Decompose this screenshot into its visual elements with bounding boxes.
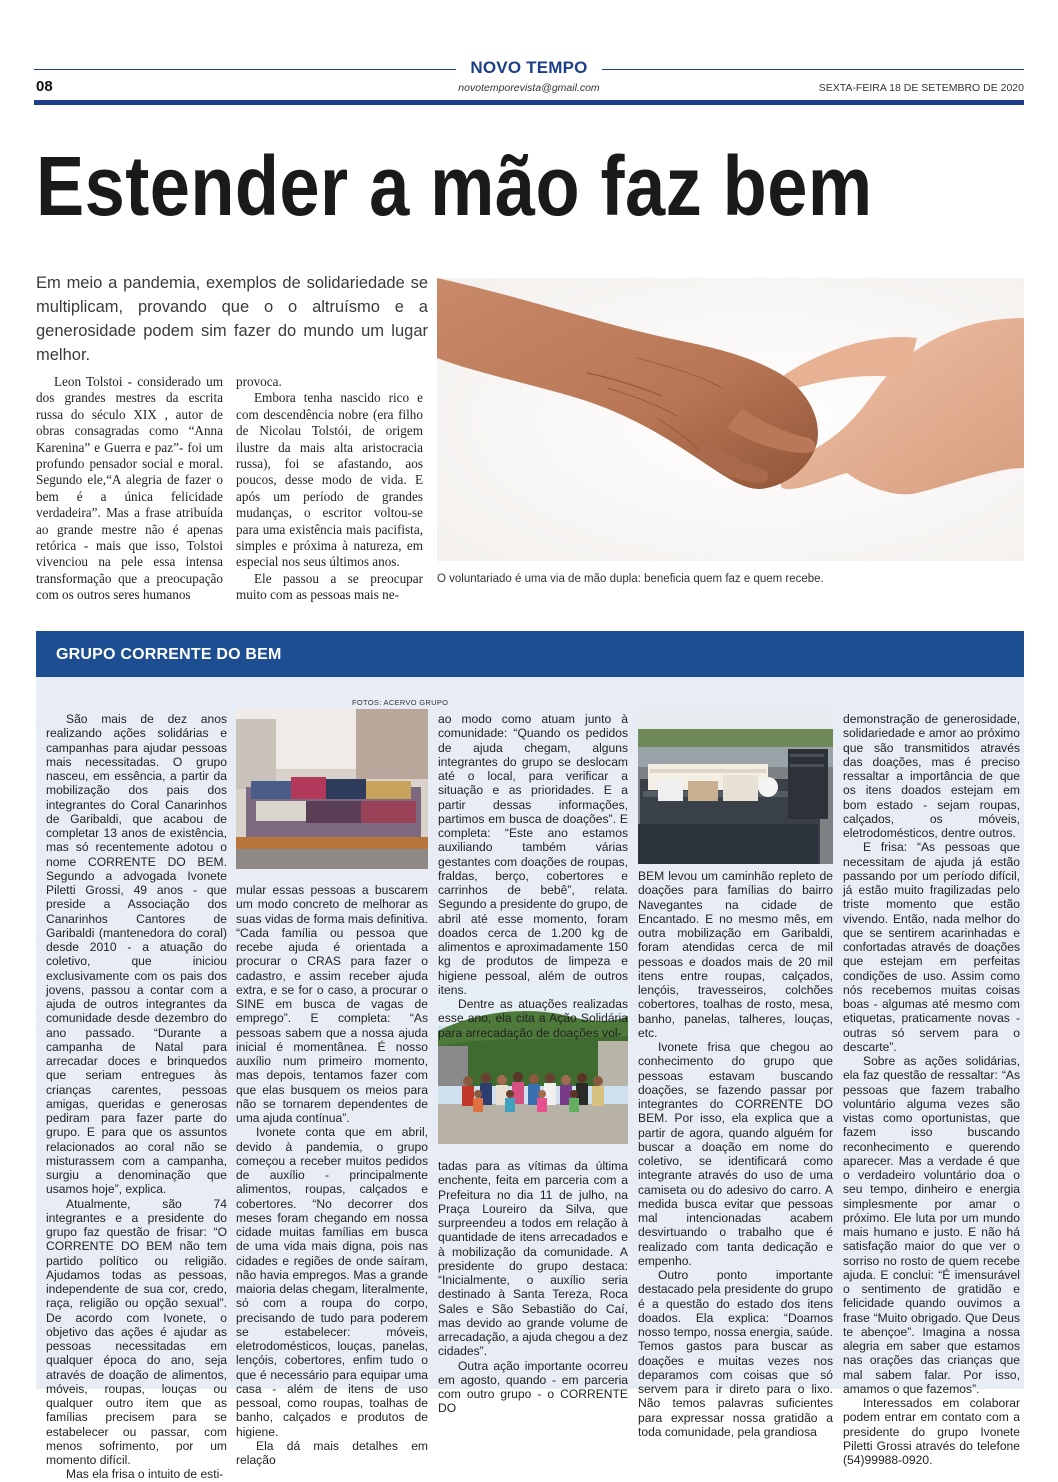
section-paragraph: Outra ação importante ocorreu em agosto, quando - em parceria com outro grupo - o CORRENTE DO xyxy=(438,1358,628,1416)
section-paragraph: Atualmente, são 74 integrantes e a presidente do grupo faz questão de frisar: “O CORRENTE DO BEM não tem partido político ou religião. Ajudamos todas as pessoas, independente de sua cor, credo, raça, religião ou opção sexual”. De acordo com Ivonete, o objetivo das ações é ajudar as pessoas necessitadas em qualquer época do ano, seja através de doação de alimentos, móveis, roupas, louças ou qualquer outro item que as famílias precisem para se estabelecer ou passar, com menos sofrimento, por um momento difícil. xyxy=(46,1196,227,1467)
section-paragraph: E frisa: “As pessoas que necessitam de ajuda já estão passando por um período difícil, já estão muito fragilizadas pelo triste momento que estão vivendo. Então, nada melhor do que se sentirem acarinhadas e confortadas através de doações que estejam em perfeitas condições de uso. Assim como nós recebemos muitas coisas boas - algumas até mesmo com etiquetas, praticamente novas - outras só servem para o descarte”. xyxy=(843,840,1020,1054)
section-paragraph: mular essas pessoas a buscarem um modo concreto de melhorar as suas vidas de forma mais definitiva. “Cada família ou pessoa que recebe ajuda é orientada a procurar o CRAS para fazer o cadastro, e assim receber ajuda extra, e se for o caso, a procurar o SINE em busca de vagas de emprego”. E completa: “As pessoas sabem que a nossa ajuda inicial é momentânea. É nosso auxílio num primeiro momento, mas depois, tentamos fazer com que elas busquem os meios para não se tornarem dependentes de uma ajuda contínua”. xyxy=(236,883,428,1125)
intro-paragraph: Ele passou a se preocupar muito com as pessoas mais ne- xyxy=(236,570,423,603)
section-column-2 xyxy=(236,883,428,1467)
section-column-5 xyxy=(843,712,1020,1467)
header-bar xyxy=(34,100,1024,105)
intro-paragraph: Embora tenha nascido rico e com descendência nobre (era filho de Nicolau Tolstói, de origem ilustre da mais alta aristocracia russa), foi se afastando, aos poucos, desse modo de vida. E após um período de grandes mudanças, o escritor voltou-se para uma existência mais pacifista, simples e próxima à natureza, em especial nos seus últimos anos. xyxy=(236,390,423,570)
section-paragraph: Ivonete frisa que chegou ao conhecimento do grupo que pessoas estavam buscando doações, se fazendo passar por integrantes do CORRENTE DO BEM. Por isso, ela explica que a partir de agora, quando alguém for buscar a doação em nome do coletivo, se identificará como integrante através do uso de uma camiseta ou do adesivo do carro. A medida busca evitar que pessoas mal intencionadas acabem desvirtuando o trabalho que é realizado com tanta dedicação e empenho. xyxy=(638,1040,833,1268)
issue-date: SEXTA-FEIRA 18 DE SETEMBRO DE 2020 xyxy=(818,82,1024,94)
section-paragraph: Ela dá mais detalhes em relação xyxy=(236,1438,428,1467)
section-paragraph: demonstração de generosidade, solidariedade e amor ao próximo que são transmitidos através das doações, mas é preciso ressaltar a importância de que os itens doados estejam em bom estado - sejam roupas, calçados, os móveis, eletrodomésticos, dentre outros. xyxy=(843,712,1020,840)
intro-column-1 xyxy=(36,374,223,604)
section-column-4 xyxy=(638,869,833,1439)
section-paragraph: Sobre as ações solidárias, ela faz questão de ressaltar: “As pessoas que fazem trabalho voluntário alguma vezes são vistas como oportunistas, que fazem isso buscando reconhecimento e querendo aparecer. Mas a verdade é que o verdadeiro voluntário doa o seu tempo, dinheiro e energia simplesmente por amar o próximo. Ele luta por um mundo mais humano e justo. E não há satisfação maior do que ver o sorriso no rosto de quem recebe ajuda. E conclui: “É imensurável o sentimento de gratidão e felicidade quando ouvimos a frase “Muito obrigado. Que Deus te abençoe”. Imagina a nossa alegria em saber que estamos nas orações das crianças que mal sabem falar. Por isso, amamos o que fazemos”. xyxy=(843,1054,1020,1396)
hands-photo xyxy=(437,278,1024,561)
section-paragraph: Interessados em colaborar podem entrar em contato com a presidente do grupo Ivonete Piletti Grossi através do telefone (54)99988-0920. xyxy=(843,1396,1020,1467)
photo-credit: FOTOS: ACERVO GRUPO xyxy=(352,698,449,707)
section-paragraph: Dentre as atuações realizadas esse ano, ela cita a Ação Solidária para arrecadação de doações vol- xyxy=(438,997,628,1040)
section-paragraph: Outro ponto importante destacado pela presidente do grupo é a questão do estado dos itens doados. Ela explica: “Doamos nosso tempo, nossa energia, saúde. Temos gastos para buscar as doações e muitas vezes nos deparamos com coisas que só servem para ir direto para o lixo. Não temos palavras suficientes para expressar nossa gratidão a toda comunidade, pela grandiosa xyxy=(638,1268,833,1439)
donated-clothes-photo xyxy=(236,709,428,869)
section-column-3-bottom xyxy=(438,1159,628,1416)
section-paragraph: Mas ela frisa o intuito de esti- xyxy=(66,1467,224,1482)
intro-column-2 xyxy=(236,374,423,604)
intro-paragraph: provoca. xyxy=(236,374,282,389)
masthead-brand: NOVO TEMPO xyxy=(0,58,1058,78)
masthead-email[interactable]: novotemporevista@gmail.com xyxy=(458,82,600,94)
article-headline: Estender a mão faz bem xyxy=(36,139,873,233)
section-paragraph: ao modo como atuam junto à comunidade: “Quando os pedidos de ajuda chegam, alguns integrantes do grupo se deslocam até o local, para verificar a situação e as prioridades. E a partir dessas informações, partimos em busca de doações”. E completa: “Este ano estamos auxiliando também várias gestantes com doações de roupas, fraldas, berço, cobertores e carrinhos de bebê”, relata. Segundo a presidente do grupo, de abril até esse momento, foram doados cerca de 1.200 kg de alimentos e aproximadamente 150 kg de produtos de limpeza e higiene pessoal, além de outros itens. xyxy=(438,712,628,997)
article-lead: Em meio a pandemia, exemplos de solidariedade se multiplicam, provando que o o altruísmo e a generosidade podem sim fazer do mundo um lugar melhor. xyxy=(36,274,428,364)
donations-truck-photo xyxy=(638,709,833,864)
section-paragraph: BEM levou um caminhão repleto de doações para famílias do bairro Navegantes na cidade de Encantado. E no mesmo mês, em outra mobilização em Garibaldi, foram atendidas cerca de mil pessoas e doados mais de 20 mil itens entre roupas, calçados, lençóis, travesseiros, colchões cobertores, toalhas de rosto, mesa, banho, panelas, talheres, louças, etc. xyxy=(638,869,833,1040)
section-title: GRUPO CORRENTE DO BEM xyxy=(56,646,282,663)
photo-caption: O voluntariado é uma via de mão dupla: beneficia quem faz e quem recebe. xyxy=(437,573,824,585)
section-paragraph: tadas para as vítimas da última enchente, feita em parceria com a Prefeitura no dia 11 de julho, na Praça Loureiro da Silva, que surpreendeu a todos em relação à quantidade de itens arrecadados e à mobilização da comunidade. A presidente do grupo destaca: “Inicialmente, o auxílio seria destinado à Santa Tereza, Roca Sales e São Sebastião do Caí, mas devido ao grande volume de arrecadação, a ajuda chegou a dez cidades”. xyxy=(438,1159,628,1359)
section-paragraph: São mais de dez anos realizando ações solidárias e campanhas para ajudar pessoas mais necessitadas. O grupo nasceu, em essência, a partir da mobilização dos pais dos integrantes do Coral Canarinhos de Garibaldi, que acabou de completar 13 anos de existência, mas só recentemente adotou o nome CORRENTE DO BEM. Segundo a advogada Ivonete Piletti Grossi, 49 anos - que preside a Associação dos Canarinhos Cantores de Garibaldi (mantenedora do coral) desde 2010 - a atuação do coletivo, que iniciou exclusivamente com os pais dos jovens, passou a contar com a ajuda de outros integrantes da comunidade desde dezembro do ano passado. “Durante a campanha de Natal para arrecadar doces e brinquedos que seriam entregues às crianças carentes, pessoas amigas, queridas e generosas pediram para fazer parte do grupo. E para que os assuntos relacionados ao coral não se misturassem com a campanha, surgiu a denominação que usamos hoje”, explica. xyxy=(46,712,227,1197)
section-column-1 xyxy=(46,712,227,1482)
page-number: 08 xyxy=(36,78,53,95)
section-paragraph: Ivonete conta que em abril, devido à pandemia, o grupo começou a receber muitos pedidos de auxílio - principalmente alimentos, roupas, calçados e cobertores. “No decorrer dos meses foram chegando em nossa cidade muitas famílias em busca de uma vida mais digna, pois nas cidades e regiões de onde saíram, não havia empregos. Mas a grande maioria delas chegam, literalmente, só com a roupa do corpo, precisando de tudo para poderem se estabelecer: móveis, eletrodomésticos, louças, panelas, lençóis, cobertores, enfim tudo o que é necessário para equipar uma casa - além de itens de uso pessoal, como roupas, toalhas de banho, calçados e produtos de higiene. xyxy=(236,1125,428,1439)
section-column-3-top xyxy=(438,712,628,1040)
intro-paragraph: Leon Tolstoi - considerado um dos grandes mestres da escrita russa do século XIX , autor de obras consagradas como “Anna Karenina” e Guerra e paz”- foi um profundo pensador social e moral. Segundo ele,“A alegria de fazer o bem é a única felicidade verdadeira”. Mas a frase atribuída ao grande mestre não é apenas retórica - mais que isso, Tolstoi vivenciou na pele essa intensa transformação que a preocupação com os outros seres humanos xyxy=(36,374,223,603)
